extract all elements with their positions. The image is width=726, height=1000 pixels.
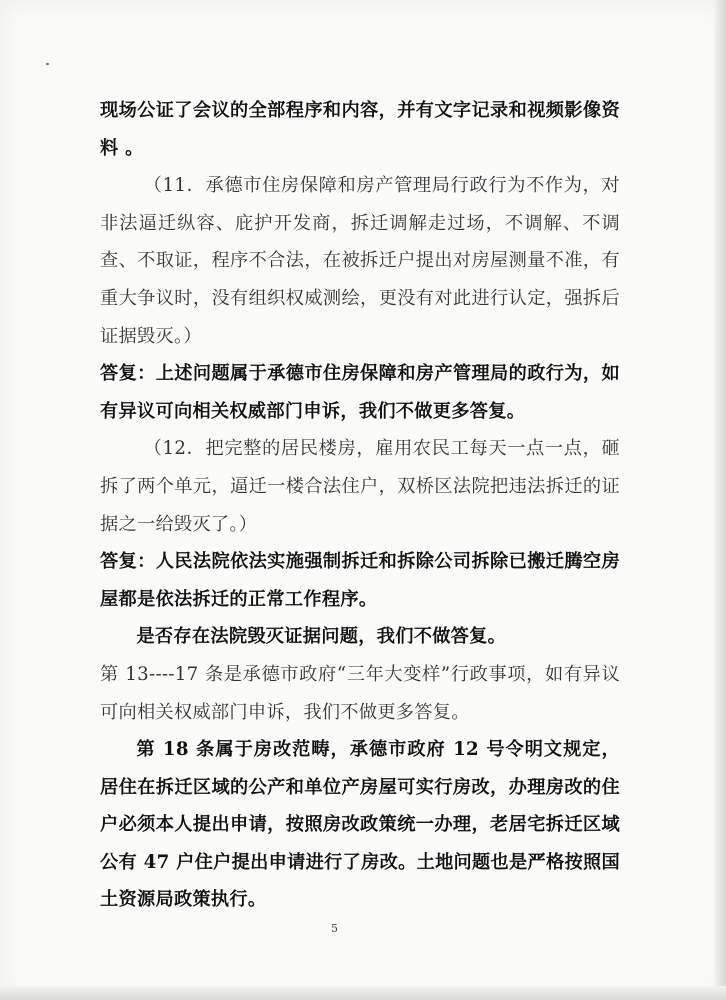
page-edge-bottom xyxy=(0,986,726,1000)
document-body xyxy=(100,92,620,919)
item-18: 第 18 条属于房改范畴，承德市政府 12 号令明文规定，居住在拆迁区域的公产和单位产房屋可实行房改，办理房改的住户必须本人提出申请，按照房改政策统一办理，老居宅拆迁区域公有 47 户住户提出申请进行了房改。土地问题也是严格按照国土资源局政策执行。 xyxy=(100,739,620,911)
answer-11: 答复：上述问题属于承德市住房保障和房产管理局的政行为，如有异议可向相关权威部门申诉，我们不做更多答复。 xyxy=(100,363,620,422)
page-number: 5 xyxy=(331,922,338,935)
paragraph-continuation: 现场公证了会议的全部程序和内容，并有文字记录和视频影像资料 。 xyxy=(100,100,620,159)
question-12: （12．把完整的居民楼房，雇用农民工每天一点一点，砸拆了两个单元，逼迁一楼合法住户，双桥区法院把违法拆迁的证据之一给毁灭了。） xyxy=(100,438,620,535)
question-11: （11．承德市住房保障和房产管理局行政行为不作为，对非法逼迁纵容、庇护开发商，拆迁调解走过场，不调解、不调查、不取证，程序不合法，在被拆迁户提出对房屋测量不准，有重大争议时，没有组织权威测绘，更没有对此进行认定，强拆后证据毁灭。） xyxy=(100,175,620,347)
scan-speck xyxy=(46,63,49,65)
items-13-17: 第 13----17 条是承德市政府“三年大变样”行政事项，如有异议可向相关权威部门申诉，我们不做更多答复。 xyxy=(100,663,620,723)
answer-12-evidence: 是否存在法院毁灭证据问题，我们不做答复。 xyxy=(136,626,507,648)
page-edge-right xyxy=(714,0,726,1000)
answer-12: 答复：人民法院依法实施强制拆迁和拆除公司拆除已搬迁腾空房屋都是依法拆迁的正常工作程序。 xyxy=(100,551,620,610)
